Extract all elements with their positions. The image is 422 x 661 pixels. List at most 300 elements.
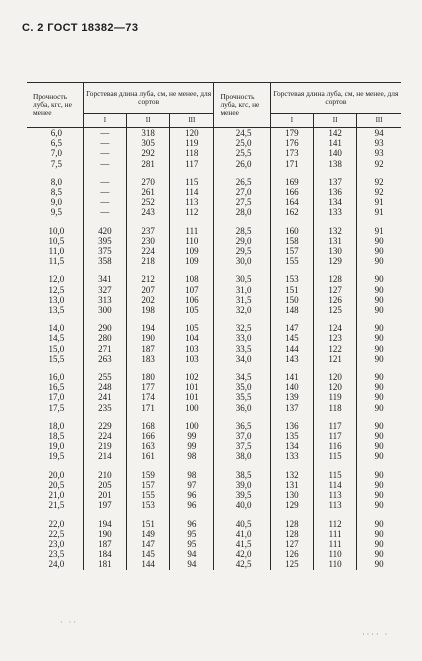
length-sort-3-cell: 104	[170, 333, 214, 343]
sort-iii-header-left: III	[170, 114, 214, 128]
strength-cell: 42,0	[214, 549, 270, 559]
length-sort-1-cell: 150	[270, 295, 313, 305]
strength-cell: 31,0	[214, 285, 270, 295]
col-strength-header-left: Прочность луба, кгс, не менее	[27, 83, 83, 128]
spacer-cell	[270, 266, 313, 274]
length-sort-1-cell: 263	[83, 354, 126, 364]
length-sort-2-cell: 252	[127, 197, 170, 207]
strength-cell: 11,0	[48, 246, 65, 257]
length-sort-1-cell: 143	[270, 354, 313, 364]
table-row	[27, 490, 401, 500]
strength-cell: 36,0	[214, 403, 270, 413]
strength-cell: 14,0	[48, 323, 65, 334]
length-sort-3-cell: 90	[357, 256, 401, 266]
strength-cell: 36,5	[214, 421, 270, 431]
spacer-cell	[270, 364, 313, 372]
table-row	[27, 344, 401, 354]
sort-ii-header-right: II	[313, 114, 356, 128]
strength-cell: 17,5	[48, 402, 65, 413]
spacer-cell	[83, 315, 126, 323]
group-spacer	[27, 364, 401, 372]
group-spacer	[27, 266, 401, 274]
table-row	[27, 246, 401, 256]
strength-cell: 30,5	[214, 274, 270, 284]
length-sort-2-cell: 115	[313, 470, 356, 480]
group-spacer	[27, 169, 401, 177]
length-sort-3-cell: 117	[170, 159, 214, 169]
spacer-cell	[83, 218, 126, 226]
length-sort-3-cell: 90	[357, 392, 401, 402]
length-sort-2-cell: 117	[313, 431, 356, 441]
spacer-cell	[27, 511, 83, 519]
strength-cell: 40,0	[214, 500, 270, 510]
strength-cell: 27,0	[214, 187, 270, 197]
length-sort-3-cell: 110	[170, 236, 214, 246]
length-sort-2-cell: 281	[127, 159, 170, 169]
table-row	[27, 197, 401, 207]
length-sort-3-cell: 107	[170, 285, 214, 295]
group-spacer	[27, 462, 401, 470]
length-sort-3-cell: 101	[170, 392, 214, 402]
length-sort-2-cell: 121	[313, 354, 356, 364]
strength-cell: 29,0	[214, 236, 270, 246]
length-sort-3-cell: 94	[357, 128, 401, 139]
strength-cell: 42,5	[214, 559, 270, 569]
spacer-cell	[313, 413, 356, 421]
strength-cell: 12,0	[48, 274, 65, 285]
length-sort-3-cell: 103	[170, 354, 214, 364]
spacer-cell	[170, 462, 214, 470]
length-sort-2-cell: 149	[127, 529, 170, 539]
spacer-cell	[127, 266, 170, 274]
length-sort-1-cell: 155	[270, 256, 313, 266]
length-sort-3-cell: 112	[170, 207, 214, 217]
length-sort-3-cell: 92	[357, 187, 401, 197]
group-spacer	[27, 218, 401, 226]
spacer-cell	[27, 315, 83, 323]
strength-cell: 7,5	[50, 158, 63, 169]
table-row	[27, 392, 401, 402]
length-sort-1-cell: 197	[83, 500, 126, 510]
spacer-cell	[170, 266, 214, 274]
strength-cell: 21,5	[48, 500, 65, 511]
table-row	[27, 539, 401, 549]
scan-specks-left: · · ·	[60, 618, 76, 627]
table-row	[27, 207, 401, 217]
length-sort-2-cell: 155	[127, 490, 170, 500]
strength-cell: 15,5	[48, 353, 65, 364]
sort-i-header-left: I	[83, 114, 126, 128]
strength-cell: 12,5	[48, 284, 65, 295]
length-sort-2-cell: 111	[313, 529, 356, 539]
length-sort-3-cell: 90	[357, 519, 401, 529]
strength-cell: 9,5	[50, 207, 63, 218]
spacer-cell	[270, 169, 313, 177]
length-sort-1-cell: 280	[83, 333, 126, 343]
spacer-cell	[170, 169, 214, 177]
length-sort-1-cell: 341	[83, 274, 126, 284]
length-sort-2-cell: 137	[313, 177, 356, 187]
length-sort-1-cell: —	[83, 138, 126, 148]
length-sort-1-cell: 129	[270, 500, 313, 510]
strength-cell: 7,0	[50, 148, 63, 159]
strength-cell: 26,5	[214, 177, 270, 187]
spacer-cell	[170, 315, 214, 323]
table-row	[27, 500, 401, 510]
length-sort-2-cell: 180	[127, 372, 170, 382]
length-sort-2-cell: 118	[313, 403, 356, 413]
sort-i-header-right: I	[270, 114, 313, 128]
length-sort-3-cell: 90	[357, 480, 401, 490]
strength-cell: 10,0	[48, 225, 65, 236]
length-sort-2-cell: 129	[313, 256, 356, 266]
spacer-cell	[270, 413, 313, 421]
length-sort-1-cell: 187	[83, 539, 126, 549]
table-row	[27, 177, 401, 187]
length-sort-3-cell: 91	[357, 207, 401, 217]
length-sort-3-cell: 90	[357, 372, 401, 382]
length-sort-2-cell: 198	[127, 305, 170, 315]
length-sort-1-cell: 190	[83, 529, 126, 539]
table-row	[27, 305, 401, 315]
table-row	[27, 431, 401, 441]
spacer-cell	[357, 413, 401, 421]
spacer-cell	[270, 511, 313, 519]
length-sort-1-cell: 134	[270, 441, 313, 451]
strength-cell: 8,5	[50, 187, 63, 198]
length-sort-2-cell: 212	[127, 274, 170, 284]
length-sort-2-cell: 151	[127, 519, 170, 529]
table-row	[27, 372, 401, 382]
length-sort-1-cell: 141	[270, 372, 313, 382]
length-sort-3-cell: 92	[357, 177, 401, 187]
length-sort-3-cell: 90	[357, 549, 401, 559]
length-sort-2-cell: 230	[127, 236, 170, 246]
strength-cell: 23,0	[48, 538, 65, 549]
length-sort-2-cell: 124	[313, 323, 356, 333]
length-sort-1-cell: 184	[83, 549, 126, 559]
length-sort-1-cell: 148	[270, 305, 313, 315]
strength-cell: 14,5	[48, 333, 65, 344]
length-sort-2-cell: 130	[313, 246, 356, 256]
length-sort-1-cell: 241	[83, 392, 126, 402]
length-sort-1-cell: 130	[270, 490, 313, 500]
length-sort-1-cell: 224	[83, 431, 126, 441]
table-row	[27, 451, 401, 461]
strength-length-table-container	[27, 82, 401, 592]
length-sort-3-cell: 90	[357, 354, 401, 364]
strength-cell: 17,0	[48, 392, 65, 403]
length-sort-3-cell: 100	[170, 421, 214, 431]
length-sort-3-cell: 95	[170, 539, 214, 549]
length-sort-2-cell: 153	[127, 500, 170, 510]
length-sort-3-cell: 90	[357, 539, 401, 549]
strength-cell: 18,5	[48, 431, 65, 442]
strength-cell: 30,0	[214, 256, 270, 266]
strength-cell: 10,5	[48, 235, 65, 246]
length-sort-1-cell: —	[83, 197, 126, 207]
table-row	[27, 226, 401, 236]
length-sort-1-cell: 132	[270, 470, 313, 480]
length-sort-2-cell: 126	[313, 295, 356, 305]
table-row	[27, 128, 401, 139]
length-sort-2-cell: 261	[127, 187, 170, 197]
strength-cell: 41,0	[214, 529, 270, 539]
spacer-cell	[214, 413, 270, 421]
table-body	[27, 128, 401, 570]
length-sort-2-cell: 202	[127, 295, 170, 305]
length-sort-3-cell: 96	[170, 490, 214, 500]
strength-cell: 33,0	[214, 333, 270, 343]
spacer-cell	[357, 169, 401, 177]
strength-cell: 37,5	[214, 441, 270, 451]
length-sort-3-cell: 106	[170, 295, 214, 305]
length-sort-1-cell: 327	[83, 285, 126, 295]
spacer-cell	[170, 218, 214, 226]
spacer-cell	[270, 462, 313, 470]
spacer-cell	[127, 364, 170, 372]
length-sort-3-cell: 90	[357, 421, 401, 431]
strength-cell: 32,0	[214, 305, 270, 315]
length-sort-1-cell: 136	[270, 421, 313, 431]
length-sort-1-cell: 179	[270, 128, 313, 139]
length-sort-2-cell: 187	[127, 344, 170, 354]
length-sort-3-cell: 96	[170, 500, 214, 510]
length-sort-3-cell: 108	[170, 274, 214, 284]
length-sort-3-cell: 98	[170, 470, 214, 480]
spacer-cell	[313, 462, 356, 470]
length-sort-2-cell: 112	[313, 519, 356, 529]
length-sort-1-cell: 162	[270, 207, 313, 217]
strength-length-table	[27, 82, 401, 570]
col-strength-header-right: Прочность луба, кгс, не менее	[214, 83, 270, 128]
strength-cell: 37,0	[214, 431, 270, 441]
table-row	[27, 159, 401, 169]
group-spacer	[27, 413, 401, 421]
spacer-cell	[170, 413, 214, 421]
strength-cell: 6,0	[50, 128, 63, 138]
spacer-cell	[27, 218, 83, 226]
spacer-cell	[357, 462, 401, 470]
length-sort-2-cell: 132	[313, 226, 356, 236]
table-row	[27, 256, 401, 266]
length-sort-1-cell: 205	[83, 480, 126, 490]
strength-cell: 13,0	[48, 294, 65, 305]
strength-cell: 18,0	[48, 420, 65, 431]
spacer-cell	[313, 169, 356, 177]
length-sort-2-cell: 127	[313, 285, 356, 295]
length-sort-2-cell: 166	[127, 431, 170, 441]
length-sort-3-cell: 99	[170, 441, 214, 451]
length-sort-3-cell: 120	[170, 128, 214, 139]
length-sort-3-cell: 105	[170, 305, 214, 315]
length-sort-3-cell: 90	[357, 431, 401, 441]
length-sort-2-cell: 117	[313, 421, 356, 431]
length-sort-1-cell: 313	[83, 295, 126, 305]
length-sort-3-cell: 93	[357, 148, 401, 158]
strength-cell: 9,0	[50, 197, 63, 208]
length-sort-2-cell: 144	[127, 559, 170, 569]
strength-cell: 21,0	[48, 490, 65, 501]
spacer-cell	[83, 266, 126, 274]
length-sort-1-cell: 358	[83, 256, 126, 266]
strength-cell: 13,5	[48, 305, 65, 316]
length-sort-1-cell: 139	[270, 392, 313, 402]
table-row	[27, 236, 401, 246]
length-sort-3-cell: 90	[357, 236, 401, 246]
length-sort-2-cell: 110	[313, 549, 356, 559]
length-sort-3-cell: 90	[357, 441, 401, 451]
table-row	[27, 354, 401, 364]
length-sort-1-cell: 173	[270, 148, 313, 158]
length-sort-1-cell: 235	[83, 403, 126, 413]
spacer-cell	[214, 364, 270, 372]
strength-cell: 19,5	[48, 451, 65, 462]
length-sort-3-cell: 90	[357, 333, 401, 343]
strength-cell: 27,5	[214, 197, 270, 207]
spacer-cell	[83, 462, 126, 470]
table-row	[27, 295, 401, 305]
spacer-cell	[214, 169, 270, 177]
length-sort-3-cell: 119	[170, 138, 214, 148]
length-sort-1-cell: 153	[270, 274, 313, 284]
spacer-cell	[27, 462, 83, 470]
strength-cell: 24,5	[214, 128, 270, 139]
length-sort-1-cell: —	[83, 177, 126, 187]
length-sort-2-cell: 114	[313, 480, 356, 490]
length-sort-2-cell: 111	[313, 539, 356, 549]
length-sort-3-cell: 105	[170, 323, 214, 333]
length-sort-3-cell: 90	[357, 285, 401, 295]
length-sort-2-cell: 141	[313, 138, 356, 148]
length-sort-2-cell: 134	[313, 197, 356, 207]
table-row	[27, 549, 401, 559]
length-sort-3-cell: 90	[357, 451, 401, 461]
spacer-cell	[170, 511, 214, 519]
spacer-cell	[170, 364, 214, 372]
spacer-cell	[83, 413, 126, 421]
length-sort-2-cell: 292	[127, 148, 170, 158]
length-sort-1-cell: 131	[270, 480, 313, 490]
length-sort-3-cell: 118	[170, 148, 214, 158]
table-row	[27, 323, 401, 333]
length-sort-2-cell: 128	[313, 274, 356, 284]
length-sort-2-cell: 119	[313, 392, 356, 402]
strength-cell: 28,0	[214, 207, 270, 217]
strength-cell: 16,0	[48, 372, 65, 383]
length-sort-3-cell: 98	[170, 451, 214, 461]
table-row	[27, 470, 401, 480]
length-sort-2-cell: 142	[313, 128, 356, 139]
length-sort-3-cell: 114	[170, 187, 214, 197]
length-sort-2-cell: 157	[127, 480, 170, 490]
length-sort-1-cell: 271	[83, 344, 126, 354]
spacer-cell	[27, 169, 83, 177]
length-sort-3-cell: 90	[357, 305, 401, 315]
length-sort-1-cell: 145	[270, 333, 313, 343]
strength-cell: 41,5	[214, 539, 270, 549]
length-sort-3-cell: 90	[357, 246, 401, 256]
table-row	[27, 148, 401, 158]
scan-specks-right: · · · · ·	[362, 630, 388, 639]
length-sort-1-cell: 395	[83, 236, 126, 246]
spacer-cell	[127, 169, 170, 177]
spacer-cell	[357, 218, 401, 226]
col-length-header-left: Горстевая длина луба, см, не менее, для сортов	[83, 83, 214, 114]
length-sort-2-cell: 183	[127, 354, 170, 364]
strength-cell: 22,0	[48, 518, 65, 529]
length-sort-2-cell: 113	[313, 500, 356, 510]
length-sort-1-cell: 201	[83, 490, 126, 500]
length-sort-3-cell: 91	[357, 197, 401, 207]
length-sort-1-cell: 171	[270, 159, 313, 169]
length-sort-1-cell: 219	[83, 441, 126, 451]
length-sort-2-cell: 145	[127, 549, 170, 559]
length-sort-3-cell: 115	[170, 177, 214, 187]
length-sort-1-cell: 151	[270, 285, 313, 295]
length-sort-3-cell: 103	[170, 344, 214, 354]
spacer-cell	[27, 364, 83, 372]
strength-cell: 20,5	[48, 479, 65, 490]
length-sort-2-cell: 125	[313, 305, 356, 315]
length-sort-2-cell: 237	[127, 226, 170, 236]
strength-cell: 35,0	[214, 382, 270, 392]
length-sort-3-cell: 90	[357, 295, 401, 305]
table-row	[27, 529, 401, 539]
spacer-cell	[313, 218, 356, 226]
table-row	[27, 441, 401, 451]
length-sort-2-cell: 305	[127, 138, 170, 148]
length-sort-2-cell: 207	[127, 285, 170, 295]
length-sort-3-cell: 93	[357, 138, 401, 148]
strength-cell: 25,0	[214, 138, 270, 148]
length-sort-1-cell: 229	[83, 421, 126, 431]
length-sort-3-cell: 109	[170, 246, 214, 256]
strength-cell: 35,5	[214, 392, 270, 402]
strength-cell: 6,5	[50, 138, 63, 149]
length-sort-3-cell: 97	[170, 480, 214, 490]
strength-cell: 39,5	[214, 490, 270, 500]
length-sort-2-cell: 190	[127, 333, 170, 343]
length-sort-2-cell: 133	[313, 207, 356, 217]
strength-cell: 39,0	[214, 480, 270, 490]
spacer-cell	[127, 218, 170, 226]
length-sort-2-cell: 174	[127, 392, 170, 402]
table-row	[27, 421, 401, 431]
length-sort-1-cell: 127	[270, 539, 313, 549]
strength-cell: 28,5	[214, 226, 270, 236]
length-sort-2-cell: 116	[313, 441, 356, 451]
strength-cell: 23,5	[48, 549, 65, 560]
length-sort-1-cell: 125	[270, 559, 313, 569]
table-row	[27, 187, 401, 197]
length-sort-3-cell: 90	[357, 344, 401, 354]
length-sort-1-cell: 255	[83, 372, 126, 382]
spacer-cell	[313, 266, 356, 274]
spacer-cell	[83, 364, 126, 372]
table-row	[27, 559, 401, 569]
length-sort-2-cell: 168	[127, 421, 170, 431]
length-sort-1-cell: 133	[270, 451, 313, 461]
length-sort-1-cell: 160	[270, 226, 313, 236]
length-sort-1-cell: 176	[270, 138, 313, 148]
length-sort-1-cell: 166	[270, 187, 313, 197]
length-sort-2-cell: 243	[127, 207, 170, 217]
length-sort-1-cell: —	[83, 187, 126, 197]
length-sort-2-cell: 177	[127, 382, 170, 392]
length-sort-1-cell: 210	[83, 470, 126, 480]
strength-cell: 40,5	[214, 519, 270, 529]
